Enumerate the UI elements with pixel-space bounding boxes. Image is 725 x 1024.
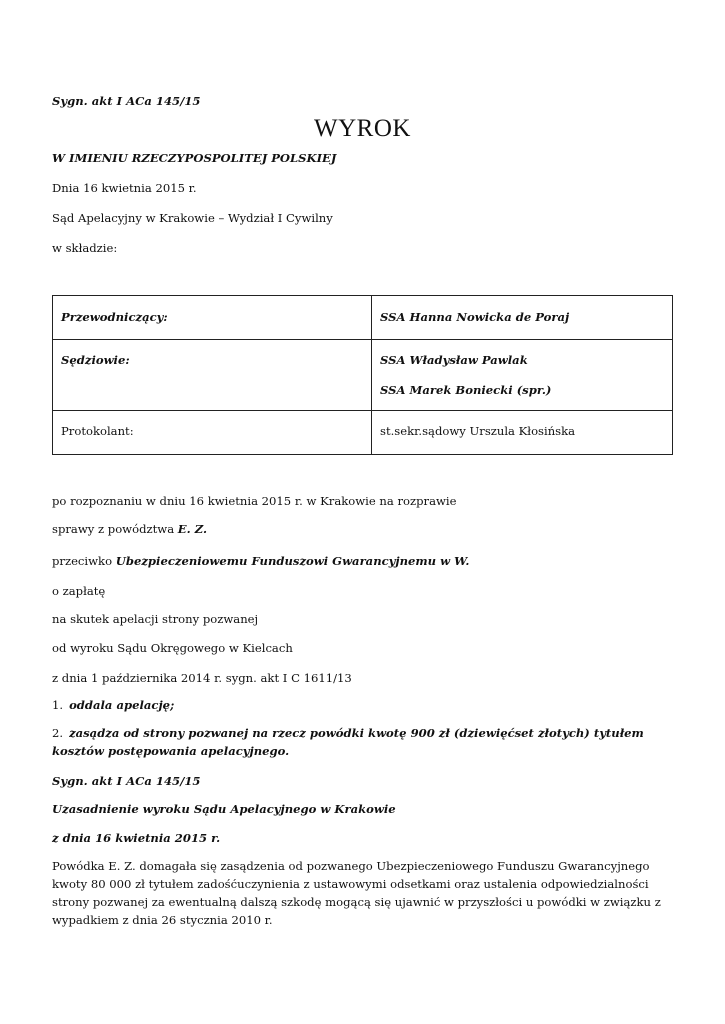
in-the-name-heading: W IMIENIU RZECZYPOSPOLITEJ POLSKIEJ [52,151,337,165]
lower-court-date: z dnia 1 października 2014 r. sygn. akt I C 1611/13 [52,671,352,685]
defendant-prefix: przeciwko [52,554,116,568]
court-name: Sąd Apelacyjny w Krakowie – Wydział I Cywilny [52,211,333,225]
item-number: 1. [52,698,64,712]
chair-name: SSA Hanna Nowicka de Poraj [372,296,673,340]
judge-name: SSA Władysław Pawlak [380,353,528,367]
judge-name: SSA Marek Boniecki (spr.) [380,383,552,397]
claim-subject: o zapłatę [52,584,106,598]
plaintiff-name: E. Z. [177,522,208,536]
document-title: WYROK [314,115,411,142]
appeal-line: na skutek apelacji strony pozwanej [52,612,259,626]
judges-label: Sędziowie: [53,340,372,411]
plaintiff-prefix: sprawy z powództwa [52,522,178,536]
composition-label: w składzie: [52,241,118,255]
ruling-item-1 [52,698,174,712]
table-row [53,296,673,340]
judgment-date: Dnia 16 kwietnia 2015 r. [52,181,197,195]
justification-date: z dnia 16 kwietnia 2015 r. [52,831,221,845]
item-text: oddala apelację; [69,698,175,712]
lower-court-line: od wyroku Sądu Okręgowego w Kielcach [52,641,293,655]
plaintiff-line [52,522,207,536]
item-number: 2. [52,726,64,740]
court-panel-table [52,295,673,455]
chair-label: Przewodniczący: [53,296,372,340]
clerk-label: Protokolant: [53,411,372,455]
item-text: zasądza od strony pozwanej na rzecz powódki kwotę 900 zł (dziewięćset złotych) tytułem kosztów postępowania apelacyjnego. [52,726,644,758]
justification-signature: Sygn. akt I ACa 145/15 [52,774,201,788]
clerk-name: st.sekr.sądowy Urszula Kłosińska [372,411,673,455]
justification-body: Powódka E. Z. domagała się zasądzenia od pozwanego Ubezpieczeniowego Funduszu Gwarancyjnego kwoty 80 000 zł tytułem zadośćuczynienia z ustawowymi odsetkami oraz ustalenia odpowiedzialności strony pozwanej za ewentualną dalszą szkodę mogącą się ujawnić w przyszłości u powódki w związku z wypadkiem z dnia 26 stycznia 2010 r. [52,859,661,927]
judges-cell [372,340,673,411]
ruling-item-2 [52,724,682,760]
defendant-line [52,554,469,568]
proceedings-line: po rozpoznaniu w dniu 16 kwietnia 2015 r. w Krakowie na rozprawie [52,494,457,508]
defendant-name: Ubezpieczeniowemu Funduszowi Gwarancyjnemu w W. [115,554,470,568]
case-signature: Sygn. akt I ACa 145/15 [52,94,201,108]
table-row [53,411,673,455]
table-row [53,340,673,411]
justification-heading: Uzasadnienie wyroku Sądu Apelacyjnego w Krakowie [52,802,396,816]
